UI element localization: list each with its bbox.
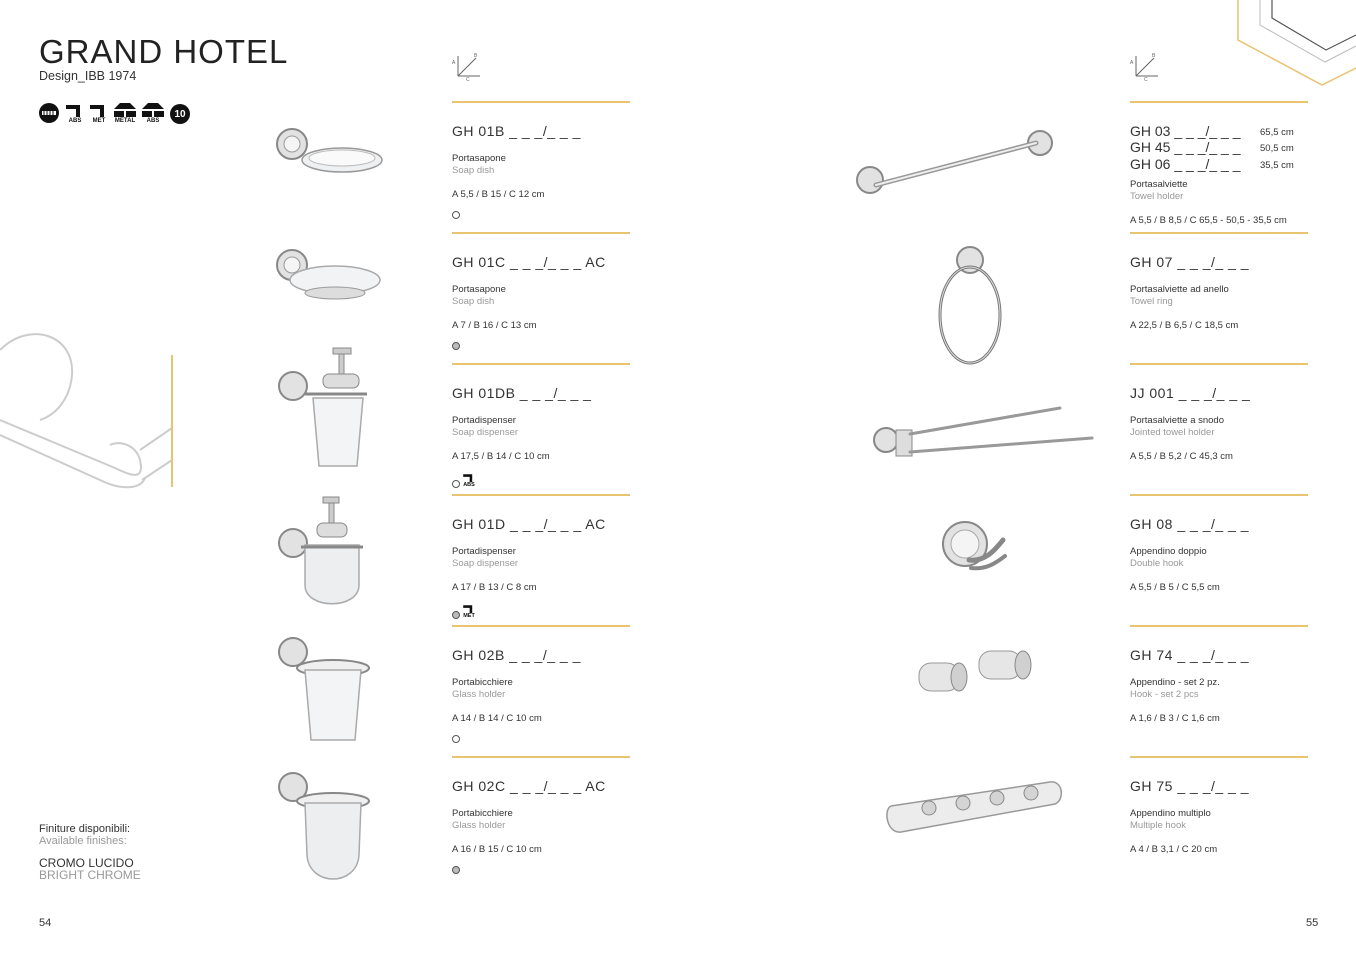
- product-dimensions: A 5,5 / B 15 / C 12 cm: [452, 189, 545, 200]
- product-name-it: Appendino - set 2 pz.: [1130, 677, 1220, 688]
- soap-holder-drawing-icon: [0, 320, 180, 495]
- dimension-axis-icon: [1130, 50, 1162, 82]
- glass-holder-frosted-photo: [275, 765, 375, 890]
- product-name-en: Towel holder: [1130, 191, 1184, 202]
- product-dimensions: A 16 / B 15 / C 10 cm: [452, 844, 542, 855]
- accent-rule: [452, 494, 630, 496]
- product-entry-gh02b: [452, 625, 630, 755]
- double-hook-photo: [935, 510, 1015, 580]
- product-name-it: Portadispenser: [452, 415, 516, 426]
- accent-rule: [1130, 756, 1308, 758]
- product-name-it: Portasalviette: [1130, 179, 1188, 190]
- accent-rule: [1130, 232, 1308, 234]
- product-name-en: Soap dish: [452, 165, 495, 176]
- finish-indicators: [452, 473, 475, 488]
- product-entry-gh01d: [452, 494, 630, 624]
- product-code: GH 74 _ _ _/_ _ _: [1130, 647, 1250, 663]
- hook-set-photo: [915, 645, 1040, 705]
- product-name-en: Soap dispenser: [452, 427, 519, 438]
- abs-tap-icon: ABS: [463, 473, 475, 488]
- product-size: 50,5 cm: [1260, 143, 1294, 154]
- product-name-it: Portadispenser: [452, 546, 516, 557]
- accent-rule: [452, 756, 630, 758]
- accent-rule: [1130, 625, 1308, 627]
- svg-text:C: C: [1144, 77, 1148, 82]
- product-name-en: Glass holder: [452, 689, 506, 700]
- product-code: GH 07 _ _ _/_ _ _: [1130, 254, 1250, 270]
- finish-dot-icon: [452, 342, 460, 350]
- product-dimensions: A 17 / B 13 / C 8 cm: [452, 582, 537, 593]
- product-dimensions: A 5,5 / B 5 / C 5,5 cm: [1130, 582, 1220, 593]
- product-name-it: Portabicchiere: [452, 808, 513, 819]
- glass-holder-photo: [275, 630, 375, 745]
- product-code: GH 02C _ _ _/_ _ _ AC: [452, 778, 606, 794]
- product-code: GH 06 _ _ _/_ _ _: [1130, 156, 1241, 172]
- product-dimensions: A 22,5 / B 6,5 / C 18,5 cm: [1130, 320, 1239, 331]
- product-code: GH 02B _ _ _/_ _ _: [452, 647, 581, 663]
- metal-icon: METAL: [114, 103, 136, 124]
- soap-dish-photo: [270, 118, 390, 188]
- accent-rule: [452, 625, 630, 627]
- product-entry-gh75: [1130, 756, 1308, 886]
- product-entry-jj001: [1130, 363, 1308, 493]
- page-number-right: 55: [1306, 917, 1319, 929]
- product-entry-gh08: [1130, 494, 1308, 624]
- product-name-it: Portasapone: [452, 153, 506, 164]
- product-name-it: Portabicchiere: [452, 677, 513, 688]
- met-tap-icon: MET: [463, 604, 475, 619]
- soap-dispenser-glass-photo: [275, 346, 375, 471]
- jointed-towel-holder-photo: [870, 400, 1095, 465]
- hexagon-decoration-icon: [1230, 0, 1356, 90]
- product-code: GH 01DB _ _ _/_ _ _: [452, 385, 592, 401]
- product-name-it: Portasapone: [452, 284, 506, 295]
- finish-name: CROMO LUCIDO BRIGHT CHROME: [39, 856, 141, 882]
- finish-dot-icon: [452, 735, 460, 743]
- product-entry-gh74: [1130, 625, 1308, 755]
- product-code: GH 01C _ _ _/_ _ _ AC: [452, 254, 606, 270]
- met-tap-icon: MET: [90, 103, 108, 124]
- svg-text:A: A: [1130, 60, 1134, 66]
- page-number-left: 54: [39, 917, 52, 929]
- towel-holder-photo: [850, 125, 1060, 205]
- finish-dot-icon: [452, 866, 460, 874]
- product-entry-gh07: [1130, 232, 1308, 362]
- screw-icon: [38, 102, 60, 124]
- product-entry-gh01c: [452, 232, 630, 362]
- product-name-en: Towel ring: [1130, 296, 1173, 307]
- product-code: GH 45 _ _ _/_ _ _: [1130, 139, 1241, 155]
- soap-dish-frosted-photo: [270, 245, 390, 310]
- soap-dispenser-frosted-photo: [275, 495, 375, 620]
- page-title: GRAND HOTEL: [39, 33, 289, 70]
- finish-indicators: [452, 342, 460, 350]
- finish-indicators: [452, 735, 460, 743]
- product-name-it: Appendino multiplo: [1130, 808, 1211, 819]
- accent-rule: [1130, 363, 1308, 365]
- product-entry-gh01db: [452, 363, 630, 493]
- product-dimensions: A 5,5 / B 8,5 / C 65,5 - 50,5 - 35,5 cm: [1130, 215, 1287, 226]
- product-name-en: Glass holder: [452, 820, 506, 831]
- svg-text:A: A: [452, 60, 456, 66]
- accent-rule: [452, 232, 630, 234]
- warranty-icon: 10: [170, 104, 190, 124]
- product-name-en: Hook - set 2 pcs: [1130, 689, 1199, 700]
- finishes-label: Finiture disponibili: Available finishes:: [39, 823, 131, 847]
- dimension-axis-icon: [452, 50, 484, 82]
- product-dimensions: A 1,6 / B 3 / C 1,6 cm: [1130, 713, 1220, 724]
- product-dimensions: A 14 / B 14 / C 10 cm: [452, 713, 542, 724]
- svg-text:B: B: [1152, 53, 1156, 59]
- finish-dot-icon: [452, 611, 460, 619]
- product-code: GH 03 _ _ _/_ _ _: [1130, 123, 1241, 139]
- product-dimensions: A 4 / B 3,1 / C 20 cm: [1130, 844, 1218, 855]
- accent-rule: [452, 363, 630, 365]
- product-dimensions: A 17,5 / B 14 / C 10 cm: [452, 451, 550, 462]
- product-code: GH 01B _ _ _/_ _ _: [452, 123, 581, 139]
- product-entry-gh01b: [452, 101, 630, 231]
- product-code: GH 01D _ _ _/_ _ _ AC: [452, 516, 606, 532]
- product-size: 35,5 cm: [1260, 160, 1294, 171]
- finish-indicators: [452, 604, 475, 619]
- svg-text:C: C: [466, 77, 470, 82]
- product-code: GH 75 _ _ _/_ _ _: [1130, 778, 1250, 794]
- product-name-en: Soap dish: [452, 296, 495, 307]
- product-code: GH 08 _ _ _/_ _ _: [1130, 516, 1250, 532]
- material-icons-row: [38, 102, 190, 124]
- product-code: JJ 001 _ _ _/_ _ _: [1130, 385, 1251, 401]
- accent-rule: [1130, 494, 1308, 496]
- abs-tap-icon: ABS: [66, 103, 84, 124]
- product-name-it: Portasalviette a snodo: [1130, 415, 1225, 426]
- accent-rule: [452, 101, 630, 103]
- product-size: 65,5 cm: [1260, 127, 1294, 138]
- product-entry-gh03-gh45-gh06: [1130, 101, 1308, 231]
- finish-indicators: [452, 866, 460, 874]
- product-name-en: Double hook: [1130, 558, 1184, 569]
- product-entry-gh02c: [452, 756, 630, 886]
- multiple-hook-photo: [885, 770, 1065, 840]
- design-credit: Design_IBB 1974: [39, 69, 137, 83]
- finish-dot-icon: [452, 480, 460, 488]
- finish-dot-icon: [452, 211, 460, 219]
- product-name-en: Multiple hook: [1130, 820, 1186, 831]
- abs-block-icon: ABS: [142, 103, 164, 124]
- accent-rule: [1130, 101, 1308, 103]
- product-name-en: Jointed towel holder: [1130, 427, 1215, 438]
- product-name-it: Portasalviette ad anello: [1130, 284, 1229, 295]
- towel-ring-photo: [925, 240, 1015, 370]
- product-dimensions: A 5,5 / B 5,2 / C 45,3 cm: [1130, 451, 1233, 462]
- product-name-it: Appendino doppio: [1130, 546, 1207, 557]
- product-dimensions: A 7 / B 16 / C 13 cm: [452, 320, 537, 331]
- product-name-en: Soap dispenser: [452, 558, 519, 569]
- finish-indicators: [452, 211, 460, 219]
- svg-text:B: B: [474, 53, 478, 59]
